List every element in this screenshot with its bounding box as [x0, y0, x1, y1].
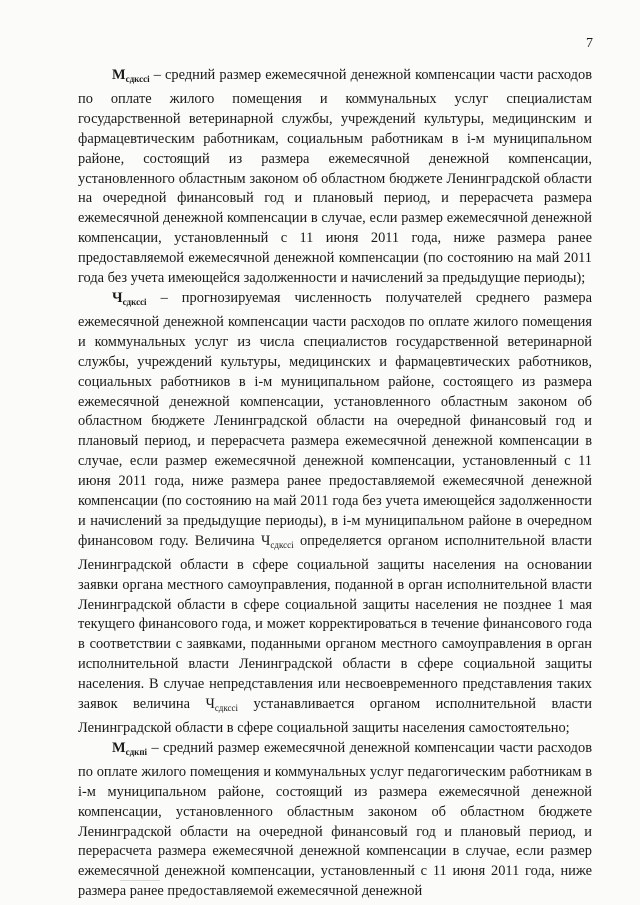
term-letter: М	[112, 739, 126, 756]
term-symbol	[112, 740, 147, 756]
term-symbol	[112, 67, 150, 83]
definition-text-part-b: определяется органом исполнительной власти Ленинградской области в сфере социальной защиты населения на основании заявки органа местного самоуправления, поданной в орган исполнительной власти Ленинградской области в сфере социальной защиты населения не позднее 1 мая текущего финансового года, и может корректироваться в течение финансового года в соответствии с заявками, поданными органом местного самоуправления в орган исполнительной власти Ленинградской области в сфере социальной защиты населения. В случае непредставления или несвоевременного представления таких заявок величина Ч	[78, 532, 592, 713]
page-number: 7	[586, 36, 593, 51]
definition-text-part-a: – прогнозируемая численность получателей среднего размера ежемесячной денежной компенсации части расходов по оплате жилого помещения и коммунальных услуг из числа специалистов государственной ветеринарной службы, учреждений культуры, медицинских и фармацевтических работников, социальных работников в i-м муниципальном районе, состоящего из размера ежемесячной денежной компенсации, установленного областным законом об областном бюджете Ленинградской области на очередной финансовый год и плановый период, и перерасчета размера ежемесячной денежной компенсации в случае, если размер ежемесячной денежной компенсации, установленный с 11 июня 2011 года, ниже размера ранее предоставляемой ежемесячной денежной компенсации (по состоянию на май 2011 года без учета имеющейся задолженности и начислений за предыдущие периоды), в i-м муниципальном районе в очередном финансовом году. Величина Ч	[78, 289, 592, 549]
definition-text-part-c: устанавливается органом исполнительной власти Ленинградской области в сфере социальной защиты населения самостоятельно;	[78, 696, 592, 736]
term-symbol	[112, 290, 147, 306]
definition-paragraph-m-sdkss	[78, 66, 592, 289]
term-letter: Ч	[112, 289, 123, 306]
inline-subscript: сдкссi	[270, 539, 294, 550]
term-subscript: сдкссi	[122, 296, 147, 307]
inline-subscript: сдкссi	[214, 703, 239, 714]
term-subscript: сдкпi	[125, 746, 148, 757]
term-letter: М	[112, 67, 126, 83]
definition-text: – средний размер ежемесячной денежной компенсации части расходов по оплате жилого помещения и коммунальных услуг педагогическим работникам в i-м муниципальном районе, состоящий из размера ежемесячной денежной компенсации, установленного областным законом об областном бюджете Ленинградской области на очередной финансовый год и плановый период, и перерасчета размера ежемесячной денежной компенсации в случае, если размер ежемесячной денежной компенсации, установленный с 11 июня 2011 года, ниже размера ранее предоставляемой ежемесячной денежной	[78, 739, 592, 900]
scan-artifact-divider	[120, 880, 160, 881]
term-subscript: сдкссi	[125, 74, 150, 84]
body-text	[78, 66, 592, 902]
definition-text: – средний размер ежемесячной денежной компенсации части расходов по оплате жилого помещения и коммунальных услуг специалистам государственной ветеринарной службы, учреждений культуры, медицинским и фармацевтическим работникам, социальным работникам в i-м муниципальном районе, состоящий из размера ежемесячной денежной компенсации, установленного областным законом об областном бюджете Ленинградской области на очередной финансовый год и плановый период, и перерасчета размера ежемесячной денежной компенсации в случае, если размер ежемесячной денежной компенсации, установленный с 11 июня 2011 года, ниже размера ранее предоставляемой ежемесячной денежной компенсации (по состоянию на май 2011 года без учета имеющейся задолженности и начислений за предыдущие периоды);	[78, 67, 592, 287]
definition-paragraph-m-sdkp	[78, 739, 592, 902]
definition-paragraph-ch-sdkss	[78, 289, 592, 739]
